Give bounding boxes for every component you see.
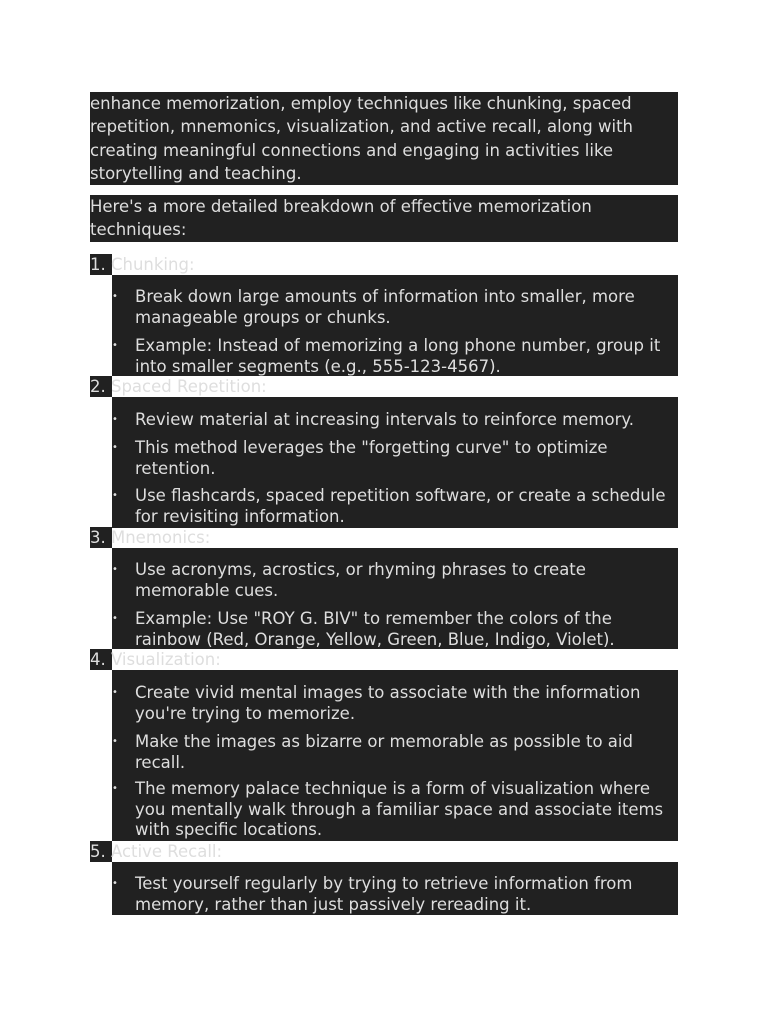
list-item-text: Use acronyms, acrostics, or rhyming phrases to create memorable cues. (135, 560, 586, 600)
bullet-icon: • (112, 613, 118, 624)
list-item-text: Example: Use "ROY G. BIV" to remember the colors of the rainbow (Red, Orange, Yellow, Green, Blue, Indigo, Violet). (135, 609, 615, 649)
bullet-icon: • (112, 878, 118, 889)
lead-paragraph: Here's a more detailed breakdown of effective memorization techniques: (90, 195, 678, 242)
list-item-text: Make the images as bizarre or memorable as possible to aid recall. (135, 732, 633, 772)
list-item-text: Test yourself regularly by trying to retrieve information from memory, rather than just passively rereading it. (135, 874, 633, 914)
section-heading-active-recall: 5. Active Recall: (90, 842, 223, 861)
bullet-icon: • (112, 291, 118, 302)
bullet-icon: • (112, 736, 118, 747)
section-heading-mnemonics: 3. Mnemonics: (90, 528, 211, 547)
bullet-icon: • (112, 414, 118, 425)
section-heading-spaced-repetition: 2. Spaced Repetition: (90, 377, 267, 396)
section-heading-visualization: 4. Visualization: (90, 650, 221, 669)
list-item-text: Create vivid mental images to associate with the information you're trying to memorize. (135, 683, 641, 723)
bullet-icon: • (112, 490, 118, 501)
intro-paragraph: enhance memorization, employ techniques like chunking, spaced repetition, mnemonics, visualization, and active recall, along with creating meaningful connections and engaging in activities like storytelling and teaching. (90, 92, 678, 185)
bullet-icon: • (112, 340, 118, 351)
list-item-text: The memory palace technique is a form of visualization where you mentally walk through a familiar space and associate items with specific locations. (135, 779, 664, 839)
bullet-icon: • (112, 783, 118, 794)
bullet-icon: • (112, 564, 118, 575)
bullet-icon: • (112, 687, 118, 698)
section-heading-chunking: 1. Chunking: (90, 255, 195, 274)
list-item-text: Break down large amounts of information into smaller, more manageable groups or chunks. (135, 287, 635, 327)
list-item-text: Use flashcards, spaced repetition software, or create a schedule for revisiting information. (135, 486, 666, 526)
list-item-text: Review material at increasing intervals to reinforce memory. (135, 410, 635, 429)
list-item-text: This method leverages the "forgetting curve" to optimize retention. (135, 438, 608, 478)
bullet-icon: • (112, 442, 118, 453)
list-item-text: Example: Instead of memorizing a long phone number, group it into smaller segments (e.g., 555-123-4567). (135, 336, 661, 376)
